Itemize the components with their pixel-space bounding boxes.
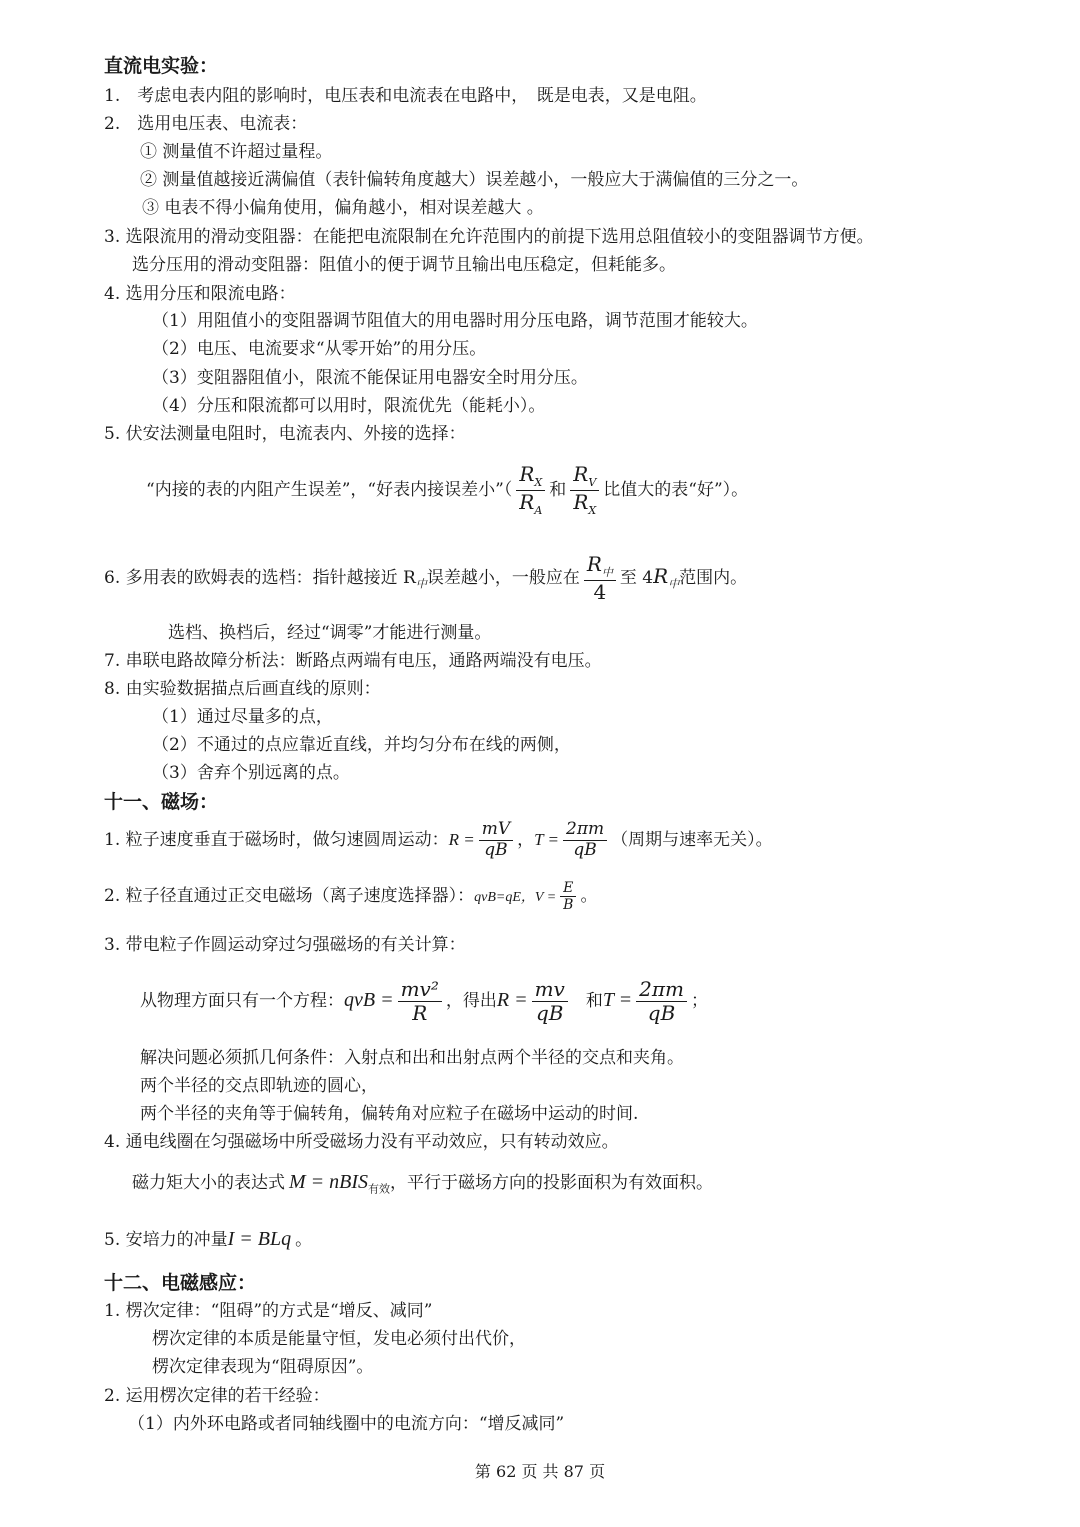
mag-item-4-formula-line <box>132 1166 713 1205</box>
fraction-2pim-qb-2: $\frac{2\pi m}{qB}$ <box>636 978 687 1025</box>
mag-item-1-formula-line <box>104 814 773 866</box>
dc-item-8-sub-1: （1）通过尽量多的点， <box>152 707 333 727</box>
dc-item-4: 4. 选用分压和限流电路： <box>104 284 296 304</box>
mag-item-2-V: V = <box>534 890 557 905</box>
dc-item-8: 8. 由实验数据描点后画直线的原则： <box>104 679 381 699</box>
mag-item-2-eq: qvB=qE， <box>474 890 535 905</box>
dc-item-6-formula-line <box>104 548 747 612</box>
dc-item-1: 1. 考虑电表内阻的影响时，电压表和电流表在电路中， 既是电表，又是电阻。 <box>104 86 707 106</box>
mag-item-4-eq: M = nBIS <box>289 1171 369 1193</box>
emi-item-1-b: 楞次定律表现为“阻碍原因”。 <box>152 1357 374 1377</box>
mag-item-3-post: ； <box>690 991 708 1011</box>
mag-item-4: 4. 通电线圈在匀强磁场中所受磁场力没有平动效应，只有转动效应。 <box>104 1132 619 1152</box>
fraction-2pim-qb: $\frac{2\pi m}{qB}$ <box>563 820 607 860</box>
mag-item-3-R: R = <box>496 989 528 1011</box>
fraction-rzhong-4: $\frac{R_中}{4}$ <box>584 553 616 604</box>
fraction-e-b: $\frac{E}{B}$ <box>560 880 576 913</box>
mag-item-1-text-post: （周期与速率无关）。 <box>611 830 773 850</box>
fraction-mv2-r: $\frac{\text{mv²}}{R}$ <box>398 978 442 1025</box>
mag-item-3: 3. 带电粒子作圆运动穿过匀强磁场的有关计算： <box>104 935 466 955</box>
mag-item-3-mid1: ，得出 <box>445 991 497 1011</box>
mag-item-1-R: R = <box>448 830 475 849</box>
mag-item-3-formula-line <box>140 970 708 1031</box>
section-title-magnetic: 十一、磁场： <box>104 791 219 813</box>
dc-item-6-sub-zhong-2: 中 <box>668 577 680 591</box>
dc-item-2-sub-2: ② 测量值越接近满偏值（表针偏转角度越大）误差越小，一般应大于满偏值的三分之一。 <box>140 170 809 190</box>
dc-item-6-text-mid: 误差越小，一般应在 <box>426 568 580 588</box>
dc-item-2-sub-3: ③ 电表不得小偏角使用，偏角越小，相对误差越大 。 <box>142 198 544 218</box>
dc-item-3: 3. 选限流用的滑动变阻器：在能把电流限制在允许范围内的前提下选用总阻值较小的变阻器调节方便。 <box>104 227 874 247</box>
dc-item-6-text-pre: 6. 多用表的欧姆表的选档：指针越接近 R <box>104 568 416 588</box>
mag-item-5-text-pre: 5. 安培力的冲量 <box>104 1230 228 1250</box>
dc-item-4-sub-4: （4）分压和限流都可以用时，限流优先（能耗小）。 <box>152 396 546 416</box>
mag-item-3-T: T = <box>602 989 633 1011</box>
dc-item-8-sub-3: （3）舍弃个别远离的点。 <box>152 763 350 783</box>
dc-item-6-sub-zhong: 中 <box>415 577 427 591</box>
mag-item-1-text-pre: 1. 粒子速度垂直于磁场时，做匀速圆周运动： <box>104 830 449 850</box>
mag-item-2-text-pre: 2. 粒子径直通过正交电磁场（离子速度选择器）： <box>104 886 475 906</box>
mag-item-2-text-post: 。 <box>580 886 598 906</box>
emi-item-2-a: （1）内外环电路或者同轴线圈中的电流方向：“增反减同” <box>128 1414 565 1434</box>
dc-item-4-sub-2: （2）电压、电流要求“从零开始”的用分压。 <box>152 339 487 359</box>
mag-item-5-eq: I = BLq <box>227 1228 292 1250</box>
mag-item-1-T: T = <box>534 830 560 849</box>
dc-item-6-R: R <box>653 564 669 588</box>
mag-item-3-c: 两个半径的交点即轨迹的圆心， <box>140 1076 378 1096</box>
dc-item-5-and: 和 <box>549 480 567 500</box>
dc-item-8-sub-2: （2）不通过的点应靠近直线，并均匀分布在线的两侧， <box>152 735 571 755</box>
mag-item-3-text-pre: 从物理方面只有一个方程： <box>140 991 344 1011</box>
dc-item-5-formula-line <box>146 462 748 518</box>
mag-item-5-formula-line <box>104 1224 312 1255</box>
section-title-dc: 直流电实验： <box>104 55 219 77</box>
fraction-mv-qb-2: $\frac{mv}{qB}$ <box>532 978 568 1025</box>
dc-item-5: 5. 伏安法测量电阻时，电流表内、外接的选择： <box>104 424 466 444</box>
mag-item-5-text-post: 。 <box>295 1230 313 1250</box>
mag-item-3-d: 两个半径的夹角等于偏转角，偏转角对应粒子在磁场中运动的时间. <box>140 1104 639 1124</box>
mag-item-3-mid2: 和 <box>585 991 603 1011</box>
section-title-emi: 十二、电磁感应： <box>104 1272 257 1294</box>
fraction-mv-qb: $\frac{mV}{qB}$ <box>479 820 513 860</box>
mag-item-4-text-post: ，平行于磁场方向的投影面积为有效面积。 <box>390 1173 714 1193</box>
dc-item-6-b: 选档、换档后，经过“调零”才能进行测量。 <box>168 623 492 643</box>
dc-item-5-text-post: 比值大的表“好”）。 <box>603 480 749 500</box>
page-footer: 第 62 页 共 87 页 <box>474 1462 606 1481</box>
emi-item-1-a: 楞次定律的本质是能量守恒，发电必须付出代价， <box>152 1329 526 1349</box>
dc-item-5-text-pre: “内接的表的内阻产生误差”，“好表内接误差小”（ <box>146 480 513 500</box>
dc-item-3-b: 选分压用的滑动变阻器：阻值小的便于调节且输出电压稳定，但耗能多。 <box>132 255 676 275</box>
mag-item-1-sep: ， <box>517 830 535 850</box>
dc-item-7: 7. 串联电路故障分析法：断路点两端有电压，通路两端没有电压。 <box>104 651 602 671</box>
mag-item-3-eq1: qvB = <box>344 989 394 1011</box>
dc-item-6-to: 至 4 <box>619 568 654 588</box>
mag-item-2-formula-line <box>104 876 597 918</box>
fraction-rv-rx: $\frac{R_V}{R_X}$ <box>570 463 599 517</box>
mag-item-4-sub: 有效 <box>368 1182 391 1196</box>
fraction-rx-ra: $\frac{R_X}{R_A}$ <box>516 463 545 517</box>
dc-item-4-sub-3: （3）变阻器阻值小，限流不能保证用电器安全时用分压。 <box>152 368 588 388</box>
dc-item-6-text-post: 范围内。 <box>679 568 748 588</box>
dc-item-4-sub-1: （1）用阻值小的变阻器调节阻值大的用电器时用分压电路，调节范围才能较大。 <box>152 311 758 331</box>
emi-item-1: 1. 楞次定律：“阻碍”的方式是“增反、减同” <box>104 1301 433 1321</box>
dc-item-2-sub-1: ① 测量值不许超过量程。 <box>140 142 333 162</box>
mag-item-3-b: 解决问题必须抓几何条件：入射点和出和出射点两个半径的交点和夹角。 <box>140 1048 684 1068</box>
mag-item-4-text-pre: 磁力矩大小的表达式 <box>132 1173 285 1193</box>
dc-item-2: 2. 选用电压表、电流表： <box>104 114 308 134</box>
emi-item-2: 2. 运用楞次定律的若干经验： <box>104 1386 330 1406</box>
